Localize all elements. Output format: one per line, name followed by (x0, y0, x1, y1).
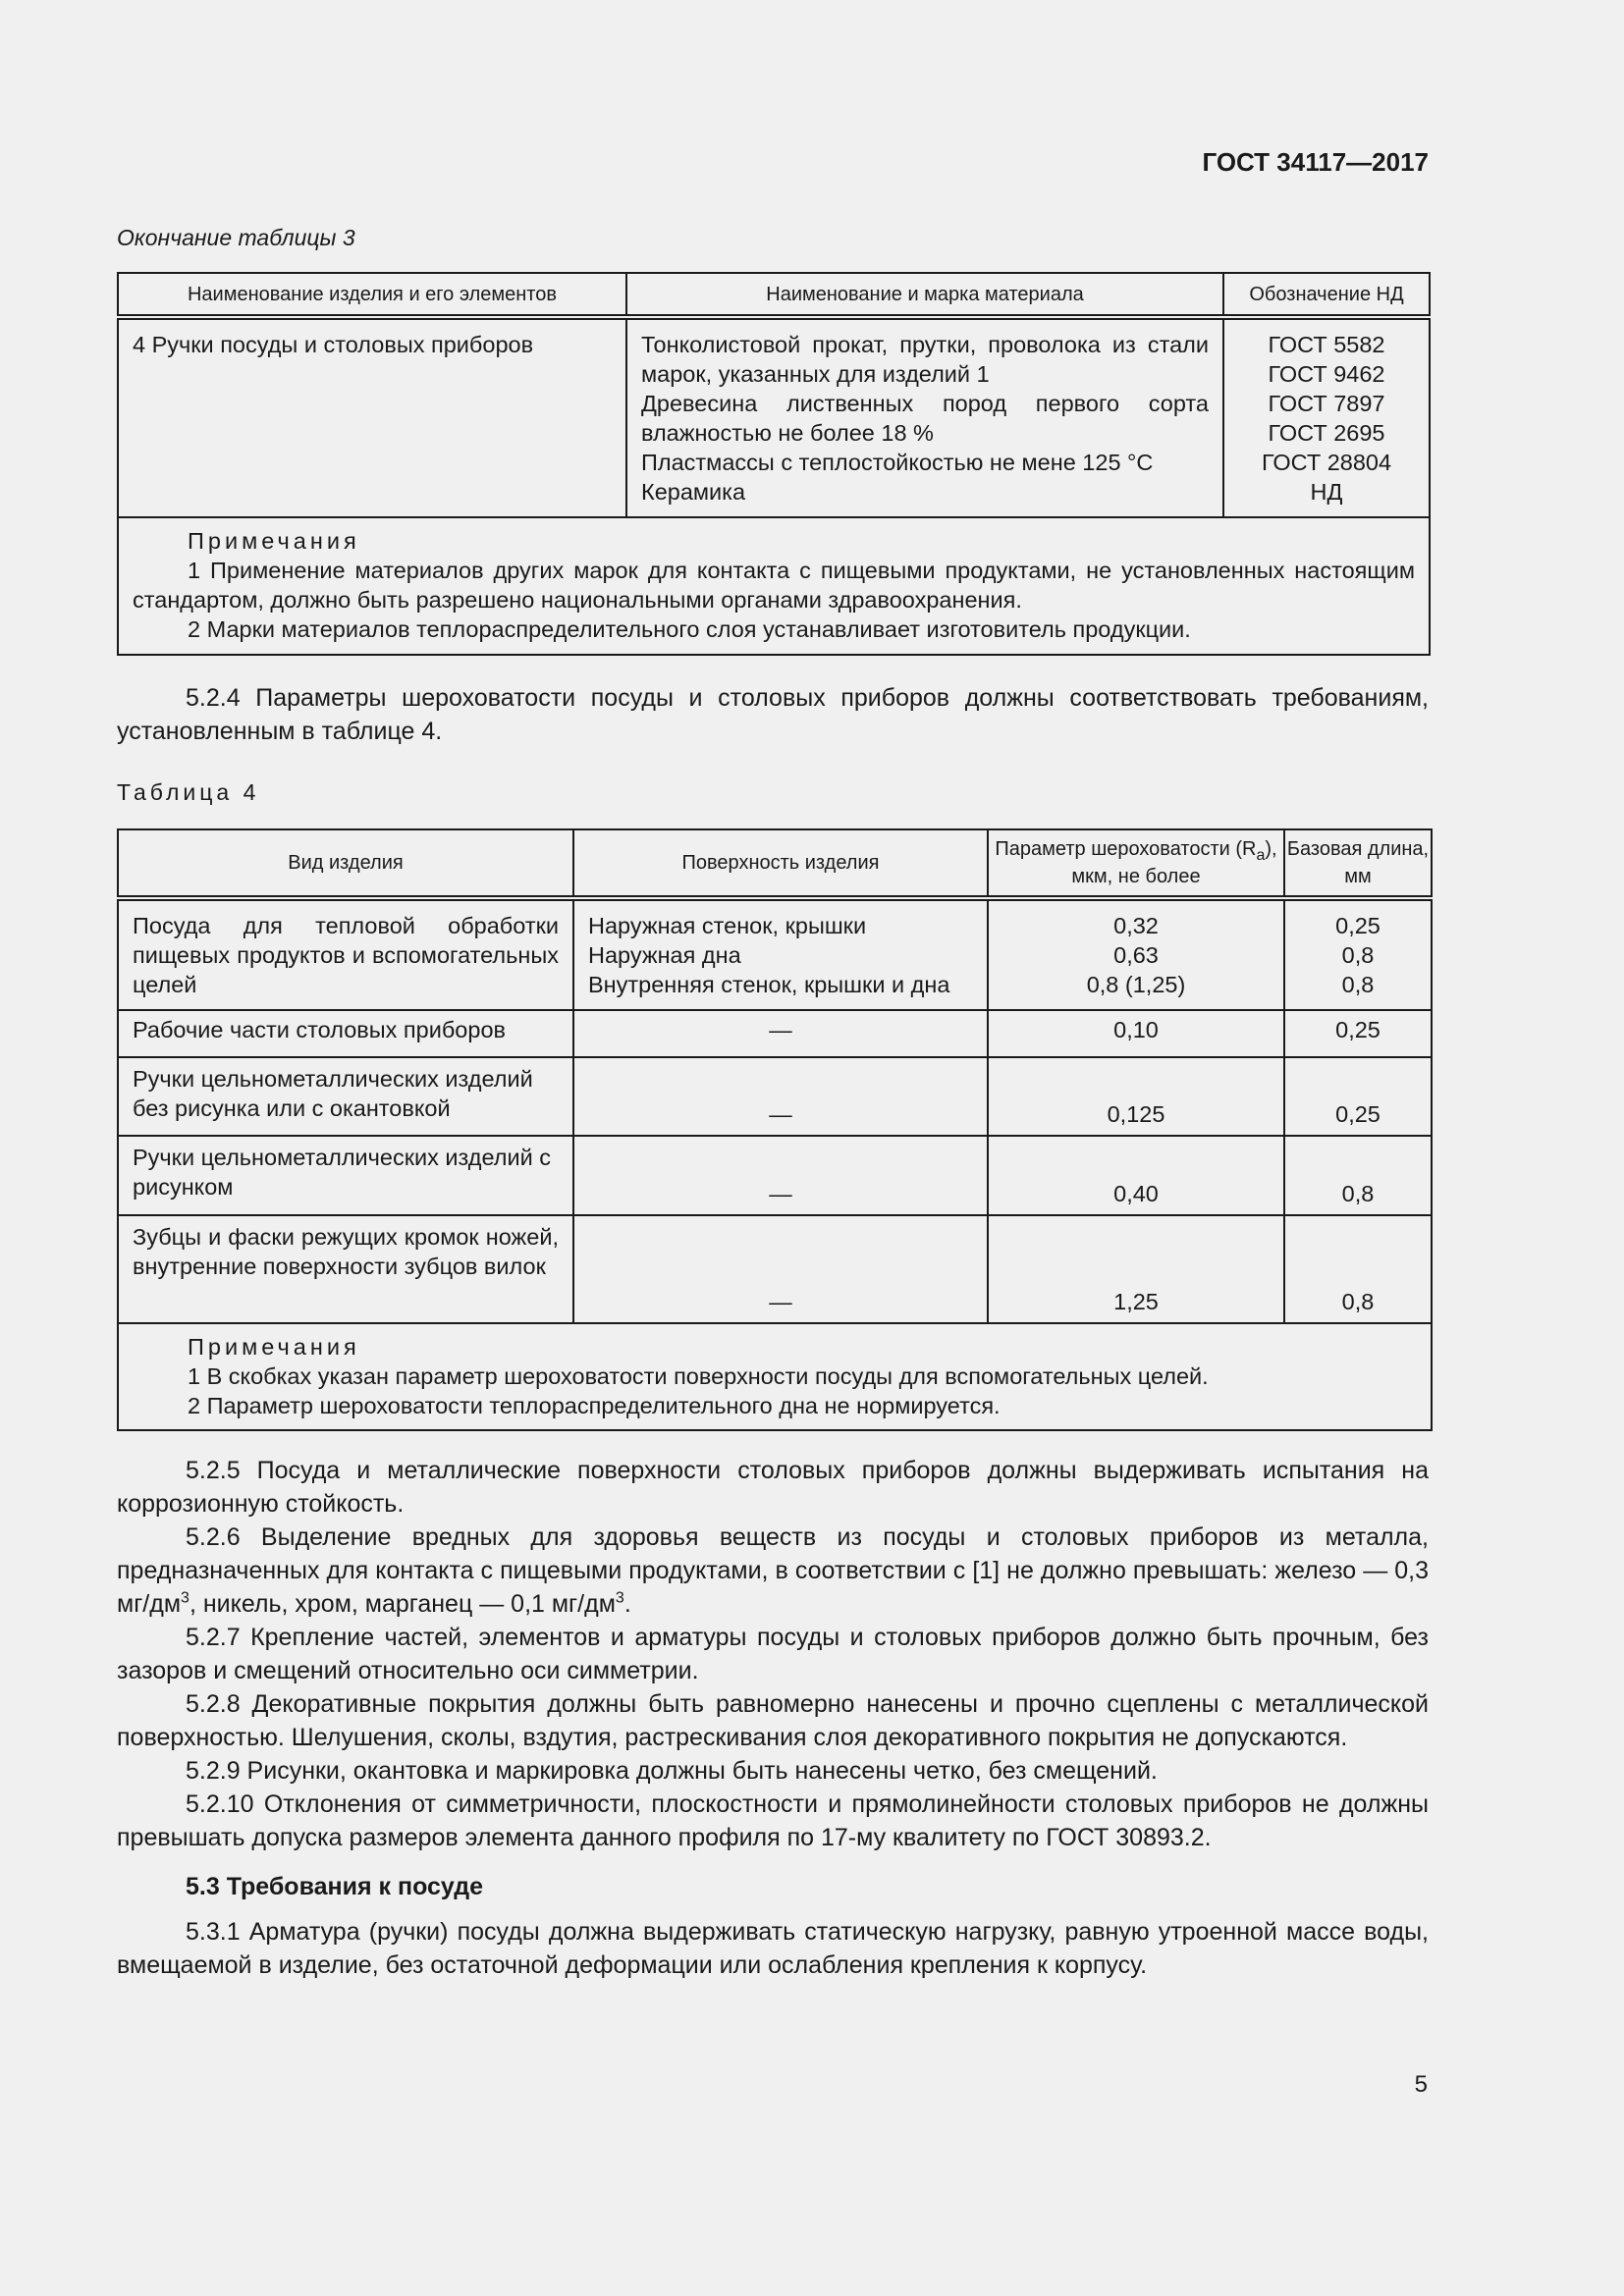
requirements-text (117, 1454, 1429, 1982)
surface-cell: Наружная стенок, крышки Наружная дна Внутренняя стенок, крышки и дна (573, 898, 988, 1010)
table4-notes (118, 1323, 1432, 1430)
note: 1 Применение материалов других марок для контакта с пищевыми продуктами, не установленных настоящим стандартом, должно быть разрешено национальными органами здравоохранения. (133, 558, 1415, 613)
table3-notes (118, 517, 1430, 655)
standard: ГОСТ 9462 (1268, 361, 1385, 387)
paragraph-5-2-10: 5.2.10 Отклонения от симметричности, плоскостности и прямолинейности столовых приборов не должны превышать допуска размеров элемента данного профиля по 17-му квалитету по ГОСТ 30893.2. (117, 1790, 1429, 1851)
note: 2 Марки материалов теплораспределительного слоя устанавливает изготовитель продукции. (188, 616, 1191, 642)
notes-title: Примечания (188, 528, 360, 554)
base-length-cell: 0,8 (1284, 1215, 1432, 1323)
table3-caption: Окончание таблицы 3 (117, 225, 355, 250)
table-row (118, 1136, 1432, 1215)
table-row (118, 898, 1432, 1010)
table-row (118, 1010, 1432, 1057)
table-row (118, 317, 1430, 517)
item-cell: 4 Ручки посуды и столовых приборов (118, 317, 626, 517)
document-id: ГОСТ 34117—2017 (1202, 147, 1429, 177)
ra-cell: 0,125 (988, 1057, 1284, 1136)
paragraph-5-2-5: 5.2.5 Посуда и металлические поверхности столовых приборов должны выдерживать испытания на коррозионную стойкость. (117, 1457, 1429, 1518)
paragraph-5-3-1: 5.3.1 Арматура (ручки) посуды должна выдерживать статическую нагрузку, равную утроенной массе воды, вмещаемой в изделие, без остаточной деформации или ослабления крепления к корпусу. (117, 1918, 1429, 1979)
column-header: Базовая длина, мм (1284, 829, 1432, 898)
column-header: Наименование и марка материала (626, 273, 1223, 317)
column-header: Вид изделия (118, 829, 573, 898)
ra-cell: 1,25 (988, 1215, 1284, 1323)
item-cell: Ручки цельнометаллических изделий без рисунка или с окантовкой (118, 1057, 573, 1136)
item-cell: Зубцы и фаски режущих кромок ножей, внутренние поверхности зубцов вилок (118, 1215, 573, 1323)
standard: ГОСТ 28804 (1261, 450, 1392, 475)
item-cell: Посуда для тепловой обработки пищевых продуктов и вспомогательных целей (118, 898, 573, 1010)
standards-cell (1223, 317, 1430, 517)
base-length-cell: 0,25 0,8 0,8 (1284, 898, 1432, 1010)
surface-cell: — (573, 1010, 988, 1057)
table-3 (117, 272, 1431, 656)
note: 2 Параметр шероховатости теплораспределительного дна не нормируется. (188, 1393, 1001, 1418)
base-length-cell: 0,25 (1284, 1010, 1432, 1057)
table4-caption: Таблица 4 (117, 779, 260, 805)
surface-cell: — (573, 1136, 988, 1215)
paragraph-text: 5.2.4 Параметры шероховатости посуды и столовых приборов должны соответствовать требованиям, установленным в таблице 4. (117, 684, 1429, 745)
table-row (118, 1215, 1432, 1323)
ra-cell: 0,10 (988, 1010, 1284, 1057)
column-header: Поверхность изделия (573, 829, 988, 898)
material: Пластмассы с теплостойкостью не мене 125 °С (641, 450, 1154, 475)
column-header: Параметр шероховатости $(R_a)$, мкм, не более (988, 829, 1284, 898)
material: Тонколистовой прокат, прутки, проволока из стали марок, указанных для изделий 1 (641, 332, 1209, 387)
item-cell: Рабочие части столовых приборов (118, 1010, 573, 1057)
paragraph-5-2-7: 5.2.7 Крепление частей, элементов и арматуры посуды и столовых приборов должно быть прочным, без зазоров и смещений относительно оси симметрии. (117, 1624, 1429, 1684)
section-heading-5-3: 5.3 Требования к посуде (186, 1873, 483, 1900)
materials-cell (626, 317, 1223, 517)
surface-cell: — (573, 1057, 988, 1136)
material: Керамика (641, 479, 746, 505)
standard: ГОСТ 5582 (1268, 332, 1385, 357)
table-row (118, 1057, 1432, 1136)
column-header: Наименование изделия и его элементов (118, 273, 626, 317)
ra-cell: 0,40 (988, 1136, 1284, 1215)
table-4 (117, 828, 1433, 1431)
note: 1 В скобках указан параметр шероховатости поверхности посуды для вспомогательных целей. (188, 1363, 1209, 1389)
standard: НД (1310, 479, 1343, 505)
base-length-cell: 0,25 (1284, 1057, 1432, 1136)
column-header: Обозначение НД (1223, 273, 1430, 317)
paragraph-5-2-8: 5.2.8 Декоративные покрытия должны быть равномерно нанесены и прочно сцеплены с металлической поверхностью. Шелушения, сколы, вздутия, растрескивания слоя декоративного покрытия не допускаются. (117, 1690, 1429, 1751)
item-cell: Ручки цельнометаллических изделий с рисунком (118, 1136, 573, 1215)
material: Древесина лиственных пород первого сорта влажностью не более 18 % (641, 391, 1209, 446)
standard: ГОСТ 7897 (1268, 391, 1385, 416)
paragraph-5-2-6: 5.2.6 Выделение вредных для здоровья веществ из посуды и столовых приборов из металла, предназначенных для контакта с пищевыми продуктами, в соответствии с [1] не должно превышать: железо — 0,3 $мг/дм^3$, никель, хром, марганец — 0,1 $мг/дм^3$. (117, 1523, 1429, 1618)
base-length-cell: 0,8 (1284, 1136, 1432, 1215)
paragraph-5-2-9: 5.2.9 Рисунки, окантовка и маркировка должны быть нанесены четко, без смещений. (186, 1757, 1158, 1785)
notes-title: Примечания (188, 1334, 360, 1360)
ra-cell: 0,32 0,63 0,8 (1,25) (988, 898, 1284, 1010)
surface-cell: — (573, 1215, 988, 1323)
page-number: 5 (1414, 2071, 1428, 2098)
standard: ГОСТ 2695 (1268, 420, 1385, 446)
paragraph-5-2-4 (117, 681, 1429, 748)
